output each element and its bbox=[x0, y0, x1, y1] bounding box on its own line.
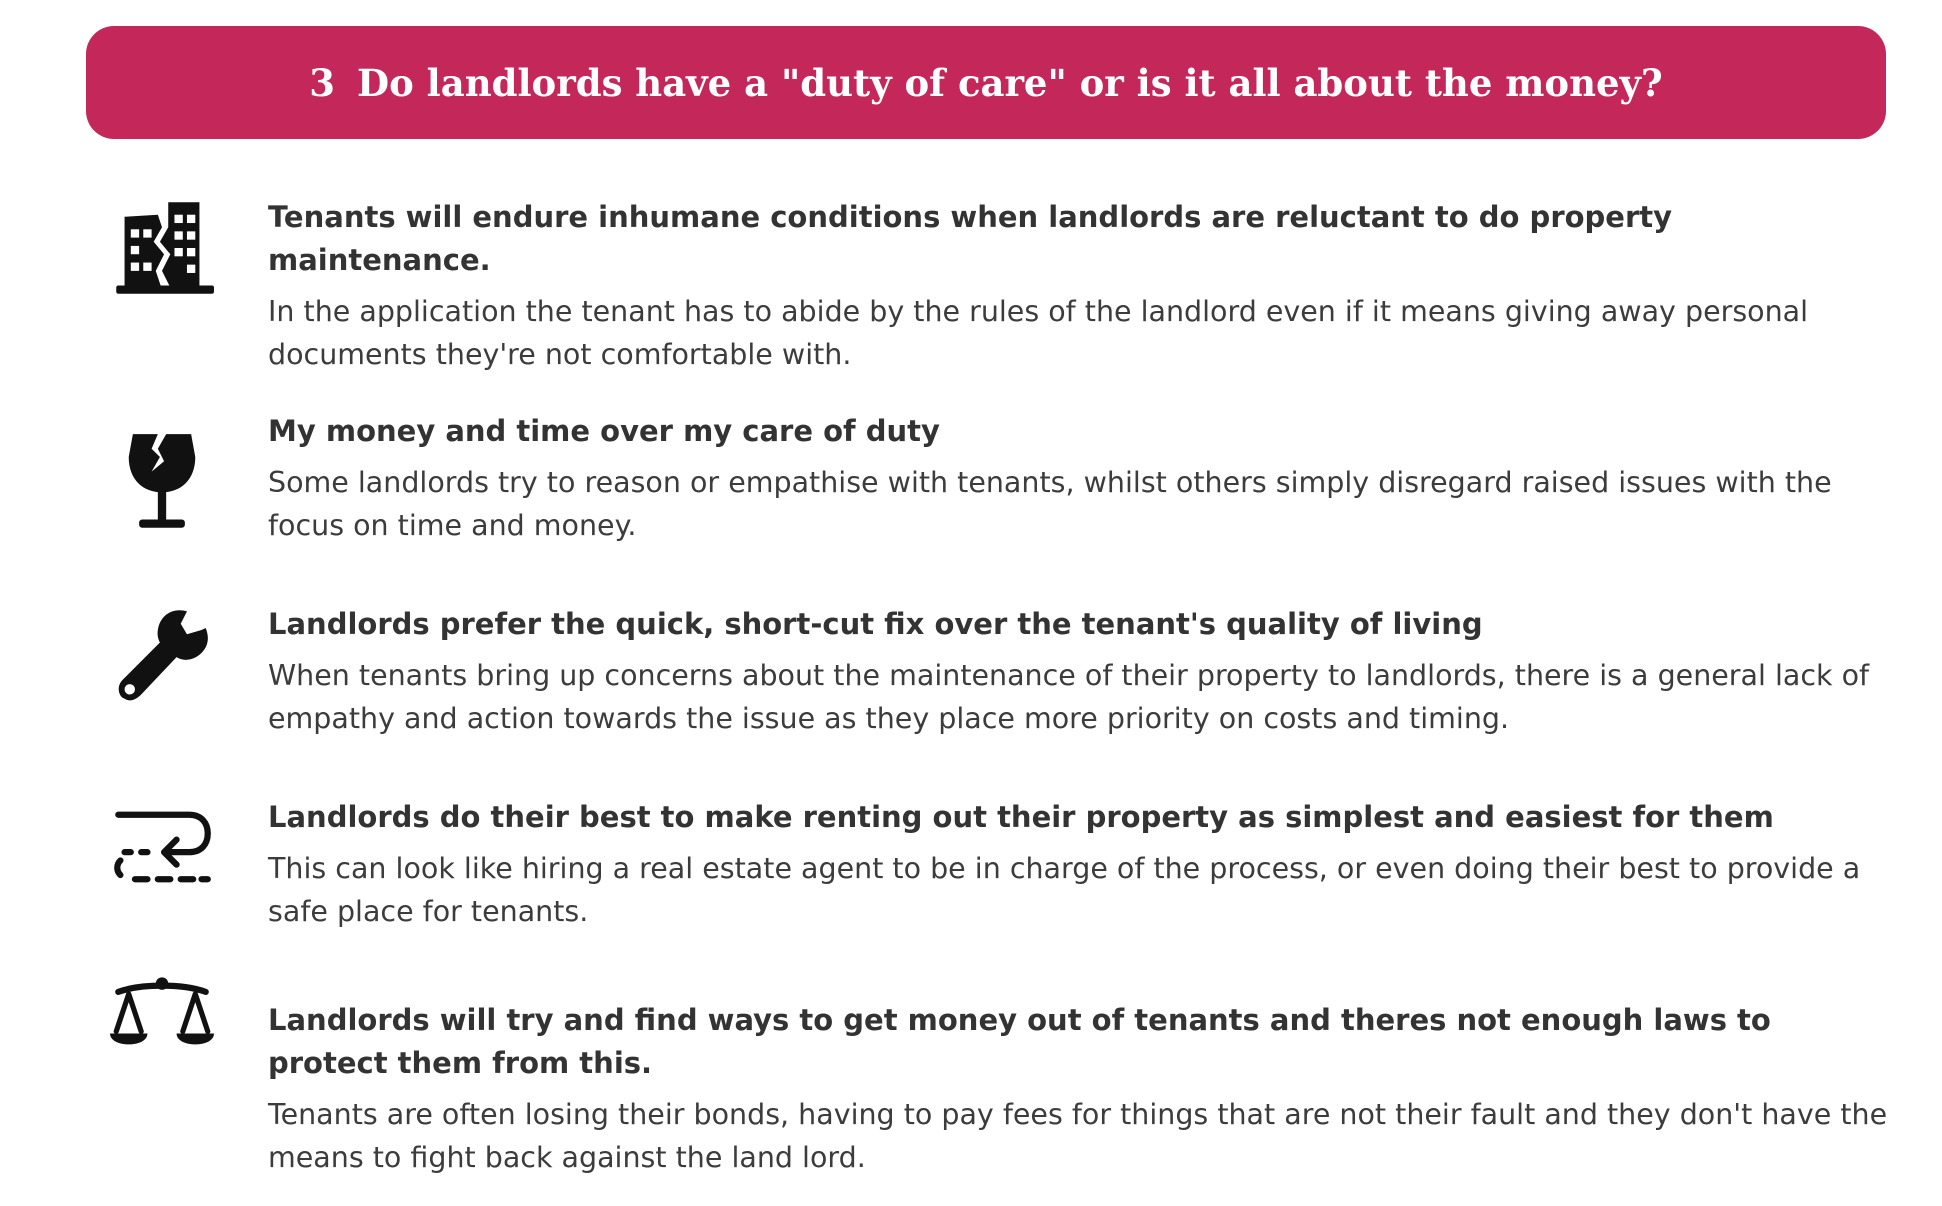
item-text bbox=[268, 999, 1898, 1179]
section-title bbox=[309, 61, 1662, 105]
item-body: Tenants are often losing their bonds, having to pay fees for things that are not their fault and they don't have the means to fight back against the land lord. bbox=[268, 1098, 1888, 1174]
item-title: My money and time over my care of duty bbox=[268, 414, 940, 448]
wrench-icon bbox=[110, 603, 214, 707]
broken-glass-icon bbox=[110, 430, 214, 534]
section-header bbox=[86, 26, 1886, 139]
scales-icon bbox=[110, 969, 214, 1073]
section-title-text: Do landlords have a "duty of care" or is it all about the money? bbox=[357, 60, 1663, 105]
item-text bbox=[268, 603, 1898, 740]
item-title: Landlords will try and find ways to get money out of tenants and theres not enough laws to protect them from this. bbox=[268, 1003, 1771, 1080]
item-title: Landlords do their best to make renting out their property as simplest and easiest for them bbox=[268, 800, 1774, 834]
item-title: Landlords prefer the quick, short-cut fix over the tenant's quality of living bbox=[268, 607, 1483, 641]
shortcut-path-icon bbox=[110, 796, 214, 900]
item-title: Tenants will endure inhumane conditions when landlords are reluctant to do property maintenance. bbox=[268, 200, 1673, 277]
item-text bbox=[268, 196, 1898, 376]
item-text bbox=[268, 410, 1898, 547]
item-body: This can look like hiring a real estate agent to be in charge of the process, or even doing their best to provide a safe place for tenants. bbox=[268, 852, 1861, 928]
broken-building-icon bbox=[110, 196, 214, 300]
item-body: In the application the tenant has to abide by the rules of the landlord even if it means giving away personal documents they're not comfortable with. bbox=[268, 295, 1809, 371]
item-body: Some landlords try to reason or empathise with tenants, whilst others simply disregard raised issues with the focus on time and money. bbox=[268, 466, 1832, 542]
item-body: When tenants bring up concerns about the maintenance of their property to landlords, there is a general lack of empathy and action towards the issue as they place more priority on costs and timing. bbox=[268, 659, 1870, 735]
item-text bbox=[268, 796, 1898, 933]
section-number: 3 bbox=[309, 60, 336, 105]
